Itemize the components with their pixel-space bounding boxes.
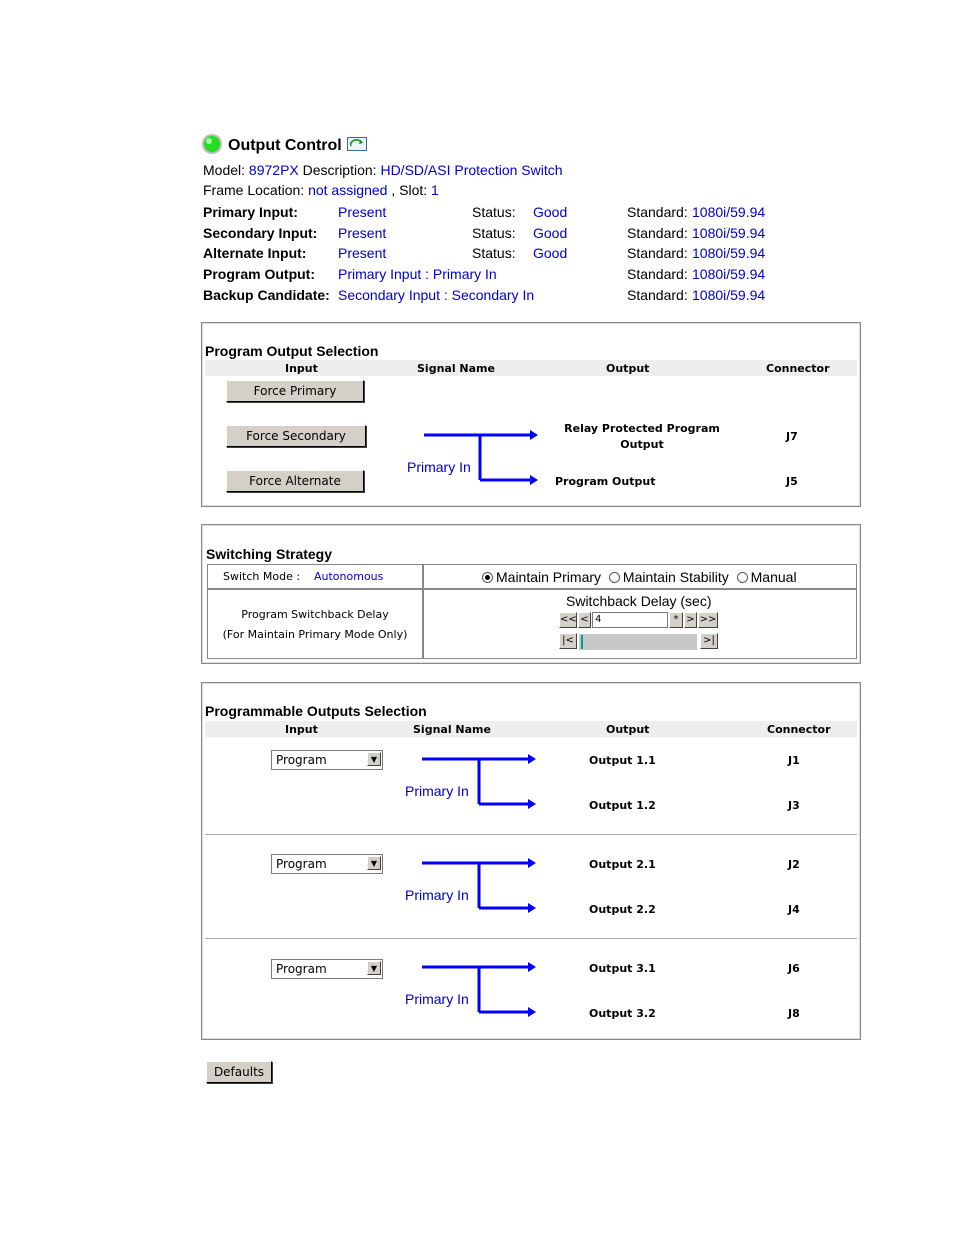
column-output: Output xyxy=(606,723,650,736)
group-2-signal-name: Primary In xyxy=(405,887,469,903)
output-2-1: Output 2.1 xyxy=(589,858,656,871)
connector-j4: J4 xyxy=(788,903,800,916)
signal-flow-arrows xyxy=(424,427,544,489)
switch-mode-cell xyxy=(207,564,423,589)
alternate-status-label: Status: xyxy=(472,245,516,261)
radio-maintain-stability-label: Maintain Stability xyxy=(622,569,729,585)
force-secondary-button[interactable]: Force Secondary xyxy=(226,425,366,447)
chevron-down-icon[interactable]: ▼ xyxy=(367,856,381,870)
primary-status-label: Status: xyxy=(472,204,516,220)
switch-mode-label: Switch Mode : xyxy=(223,570,301,583)
switch-mode-radio-cell xyxy=(423,564,857,589)
radio-maintain-stability[interactable] xyxy=(609,569,729,585)
primary-input-value: Present xyxy=(338,204,387,220)
group-3-signal-name: Primary In xyxy=(405,991,469,1007)
group-2-arrows xyxy=(422,855,542,917)
column-output: Output xyxy=(606,362,650,375)
model-line xyxy=(203,162,563,178)
connector-j7: J7 xyxy=(786,430,798,443)
description-label: Description: xyxy=(302,162,377,178)
output-group-3-select[interactable] xyxy=(271,959,383,979)
program-output-standard-label: Standard: xyxy=(627,266,688,282)
signal-name-label: Primary In xyxy=(407,459,471,475)
delay-star-button[interactable]: * xyxy=(669,612,683,628)
secondary-standard-label: Standard: xyxy=(627,225,688,241)
column-connector: Connector xyxy=(766,362,830,375)
description-value: HD/SD/ASI Protection Switch xyxy=(380,162,563,178)
program-output-selection-panel xyxy=(201,322,861,507)
page-title: Output Control xyxy=(228,137,342,154)
switchback-delay-title: Switchback Delay (sec) xyxy=(566,593,712,609)
primary-status-value: Good xyxy=(533,204,568,220)
delay-value-input[interactable] xyxy=(592,612,668,628)
column-connector: Connector xyxy=(767,723,831,736)
frame-location-label: Frame Location: xyxy=(203,182,305,198)
output-group-2-select-value: Program xyxy=(276,857,327,871)
model-label: Model: xyxy=(203,162,246,178)
secondary-input-label: Secondary Input: xyxy=(203,225,318,241)
alternate-input-label: Alternate Input: xyxy=(203,245,307,261)
output-group-1-select-value: Program xyxy=(276,753,327,767)
radio-maintain-primary-dot[interactable] xyxy=(482,572,493,583)
refresh-icon[interactable] xyxy=(347,137,367,151)
output-1-2: Output 1.2 xyxy=(589,799,656,812)
programmable-outputs-title: Programmable Outputs Selection xyxy=(205,703,427,719)
secondary-standard-value: 1080i/59.94 xyxy=(692,225,766,241)
switch-mode-value: Autonomous xyxy=(314,570,384,583)
delay-slider-thumb[interactable] xyxy=(581,635,583,649)
radio-manual-label: Manual xyxy=(750,569,797,585)
force-primary-button[interactable]: Force Primary xyxy=(226,380,364,402)
alternate-standard-label: Standard: xyxy=(627,245,688,261)
group-1-signal-name: Primary In xyxy=(405,783,469,799)
frame-location-line xyxy=(203,182,439,198)
program-output-standard-value: 1080i/59.94 xyxy=(692,266,766,282)
alternate-input-value: Present xyxy=(338,245,387,261)
model-value: 8972PX xyxy=(248,162,299,178)
delay-next-button[interactable]: > xyxy=(684,612,697,628)
group-1-arrows xyxy=(422,751,542,813)
slider-max-button[interactable]: >| xyxy=(700,633,718,649)
column-input: Input xyxy=(285,362,318,375)
switching-strategy-title: Switching Strategy xyxy=(206,546,333,562)
programmable-column-header xyxy=(205,721,857,737)
connector-j6: J6 xyxy=(788,962,800,975)
connector-j3: J3 xyxy=(788,799,800,812)
chevron-down-icon[interactable]: ▼ xyxy=(367,752,381,766)
switchback-delay-control-cell xyxy=(423,589,857,659)
backup-candidate-value: Secondary Input : Secondary In xyxy=(338,287,535,303)
program-output-column-header xyxy=(205,360,857,376)
secondary-input-value: Present xyxy=(338,225,387,241)
switching-strategy-panel xyxy=(201,524,861,664)
output-1-1: Output 1.1 xyxy=(589,754,656,767)
slider-min-button[interactable]: |< xyxy=(559,633,577,649)
alternate-standard-value: 1080i/59.94 xyxy=(692,245,766,261)
output-2-2: Output 2.2 xyxy=(589,903,656,916)
divider xyxy=(205,834,857,835)
relay-output-line1: Relay Protected Program xyxy=(564,422,720,435)
primary-input-label: Primary Input: xyxy=(203,204,298,220)
delay-first-button[interactable]: << xyxy=(559,612,577,628)
switchback-delay-note: (For Maintain Primary Mode Only) xyxy=(222,628,408,641)
connector-j8: J8 xyxy=(788,1007,800,1020)
secondary-status-label: Status: xyxy=(472,225,516,241)
column-signal-name: Signal Name xyxy=(417,362,495,375)
slot-label: , Slot: xyxy=(391,182,428,198)
program-output-selection-title: Program Output Selection xyxy=(205,343,379,359)
radio-manual[interactable] xyxy=(737,569,797,585)
connector-j5: J5 xyxy=(786,475,798,488)
backup-candidate-label: Backup Candidate: xyxy=(203,287,330,303)
column-input: Input xyxy=(285,723,318,736)
relay-output-line2: Output xyxy=(620,438,664,451)
backup-standard-value: 1080i/59.94 xyxy=(692,287,766,303)
connector-j2: J2 xyxy=(788,858,800,871)
switchback-delay-label: Program Switchback Delay xyxy=(241,608,389,621)
force-alternate-button[interactable]: Force Alternate xyxy=(226,470,364,492)
divider xyxy=(205,938,857,939)
chevron-down-icon[interactable]: ▼ xyxy=(367,961,381,975)
radio-maintain-primary[interactable] xyxy=(482,569,601,585)
radio-maintain-stability-dot[interactable] xyxy=(609,572,620,583)
delay-last-button[interactable]: >> xyxy=(698,612,718,628)
column-signal-name: Signal Name xyxy=(413,723,491,736)
programmable-outputs-panel xyxy=(201,682,861,1040)
status-led-icon xyxy=(201,133,223,155)
radio-maintain-primary-label: Maintain Primary xyxy=(496,569,602,585)
primary-standard-value: 1080i/59.94 xyxy=(692,204,766,220)
radio-manual-dot[interactable] xyxy=(737,572,748,583)
delay-value: 4 xyxy=(595,614,602,625)
alternate-status-value: Good xyxy=(533,245,568,261)
program-output-name: Program Output xyxy=(555,475,656,488)
relay-protected-output-label xyxy=(556,421,728,453)
program-output-value: Primary Input : Primary In xyxy=(338,266,497,282)
connector-j1: J1 xyxy=(788,754,800,767)
group-3-arrows xyxy=(422,959,542,1021)
frame-location-value: not assigned xyxy=(308,182,388,198)
slot-value: 1 xyxy=(431,182,439,198)
switchback-delay-label-cell xyxy=(207,589,423,659)
radio-group xyxy=(482,569,797,585)
delay-slider-track[interactable] xyxy=(579,634,697,650)
program-output-label: Program Output: xyxy=(203,266,315,282)
defaults-button[interactable]: Defaults xyxy=(206,1061,272,1083)
backup-standard-label: Standard: xyxy=(627,287,688,303)
primary-standard-label: Standard: xyxy=(627,204,688,220)
output-group-1-select[interactable] xyxy=(271,750,383,770)
output-3-2: Output 3.2 xyxy=(589,1007,656,1020)
delay-prev-button[interactable]: < xyxy=(578,612,591,628)
output-group-2-select[interactable] xyxy=(271,854,383,874)
output-3-1: Output 3.1 xyxy=(589,962,656,975)
output-group-3-select-value: Program xyxy=(276,962,327,976)
secondary-status-value: Good xyxy=(533,225,568,241)
